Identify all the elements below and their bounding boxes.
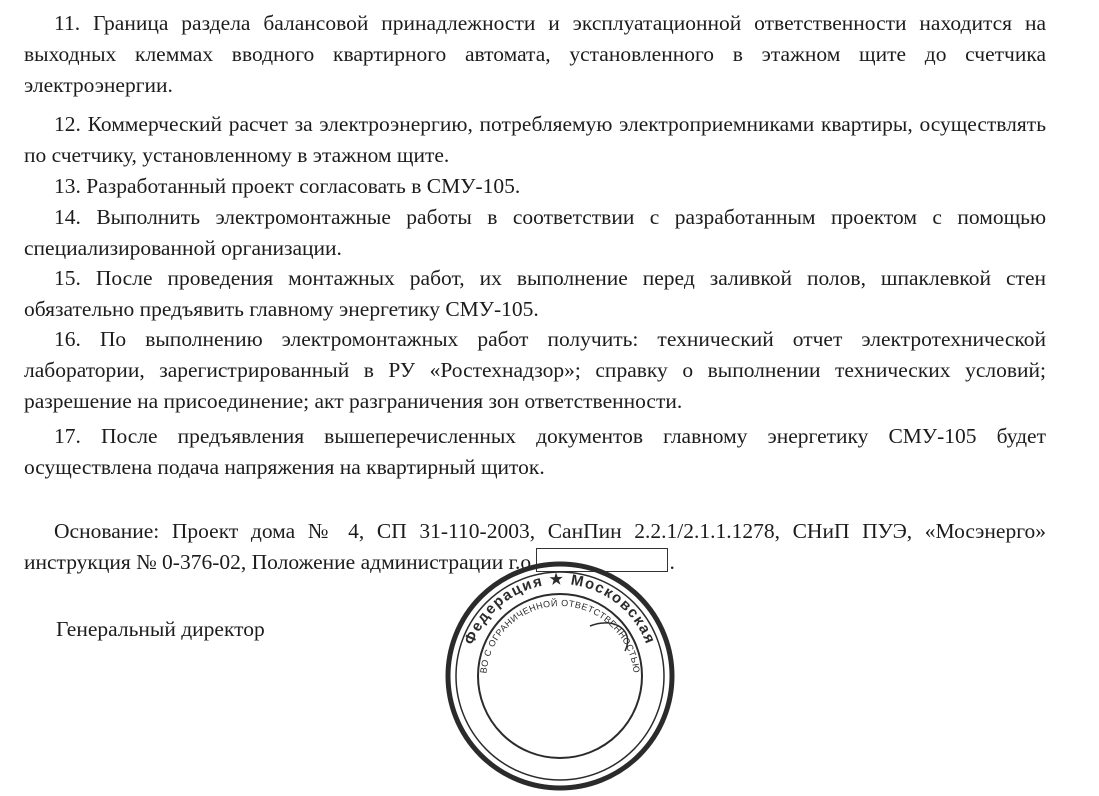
clause-number: 16. bbox=[54, 327, 81, 351]
clause-number: 15. bbox=[54, 266, 81, 290]
basis-paragraph bbox=[24, 516, 1046, 578]
basis-text: Основание: Проект дома № 4, СП 31-110-2003, СанПин 2.2.1/2.1.1.1278, СНиП ПУЭ, «Мосэнерго» инструкция № 0-376-02, Положение администрации г.о. bbox=[24, 519, 1046, 574]
clause-number: 13. bbox=[54, 174, 81, 198]
clause-15 bbox=[24, 263, 1046, 325]
clause-number: 11. bbox=[54, 11, 81, 35]
clause-12 bbox=[24, 109, 1046, 171]
stamp-middle-ring bbox=[456, 572, 664, 780]
stamp-inner-text: ВО С ОГРАНИЧЕННОЙ ОТВЕТСТВЕННОСТЬЮ bbox=[478, 597, 642, 674]
clause-number: 14. bbox=[54, 205, 81, 229]
clause-16 bbox=[24, 324, 1046, 417]
clause-number: 12. bbox=[54, 112, 81, 136]
stamp-outer-ring bbox=[448, 564, 672, 788]
clause-text: Выполнить электромонтажные работы в соответствии с разработанным проектом с помощью специализированной организации. bbox=[24, 205, 1047, 260]
clause-17 bbox=[24, 421, 1046, 483]
clause-13 bbox=[24, 171, 1046, 202]
clause-number: 17. bbox=[54, 424, 81, 448]
stamp-outer-text: Федерация ★ Московская bbox=[460, 570, 659, 648]
signer-title: Генеральный директор bbox=[56, 617, 265, 641]
clause-11 bbox=[24, 8, 1046, 101]
stamp-seal bbox=[440, 556, 680, 796]
clause-text: Граница раздела балансовой принадлежности и эксплуатационной ответственности находится на выходных клеммах вводного квартирного автомата, установленного в этажном щите до счетчика электроэнергии. bbox=[24, 11, 1047, 97]
clause-14 bbox=[24, 202, 1046, 264]
clause-text: После проведения монтажных работ, их выполнение перед заливкой полов, шпаклевкой стен обязательно предъявить главному энергетику СМУ-105. bbox=[24, 266, 1046, 321]
clause-text: По выполнению электромонтажных работ получить: технический отчет электротехнической лаборатории, зарегистрированный в РУ «Ростехнадзор»; справку о выполнении технических условий; разрешение на присоединение; акт разграничения зон ответственности. bbox=[24, 327, 1047, 413]
stamp-signature-stroke bbox=[590, 623, 628, 651]
stamp-inner-ring bbox=[478, 594, 642, 758]
redacted-box bbox=[536, 548, 668, 572]
basis-end: . bbox=[669, 550, 675, 574]
clause-text: После предъявления вышеперечисленных документов главному энергетику СМУ-105 будет осуществлена подача напряжения на квартирный щиток. bbox=[24, 424, 1046, 479]
clause-text: Разработанный проект согласовать в СМУ-105. bbox=[86, 174, 521, 198]
clause-text: Коммерческий расчет за электроэнергию, потребляемую электроприемниками квартиры, осуществлять по счетчику, установленному в этажном щите. bbox=[24, 112, 1046, 167]
